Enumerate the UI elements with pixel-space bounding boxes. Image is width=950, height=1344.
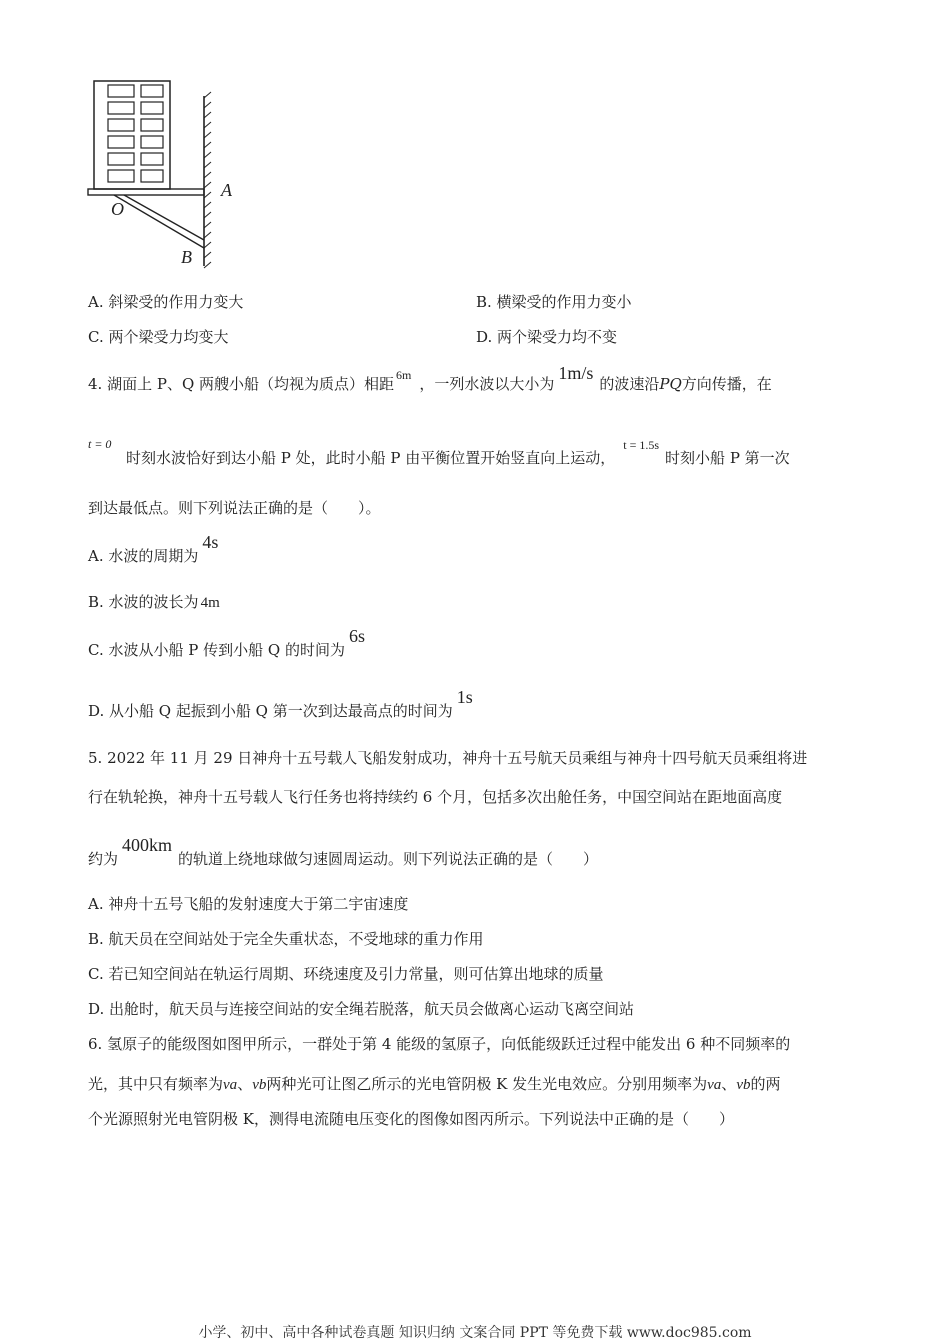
q4-option-d: D. 从小船 Q 起振到小船 Q 第一次到达最高点的时间为1s	[88, 687, 473, 720]
q5-line-2: 行在轨轮换，神舟十五号载人飞行任务也将持续约 6 个月，包括多次出舱任务，中国空间站在距地面高度	[88, 788, 783, 806]
shelf-figure	[84, 76, 244, 272]
q4-line-2: t = 0 时刻水波恰好到达小船 P 处，此时小船 P 由平衡位置开始竖直向上运动，$^{t = 1.5s}$时刻小船 P 第一次	[88, 437, 790, 467]
q5-option-c: C. 若已知空间站在轨运行周期、环绕速度及引力常量，则可估算出地球的质量	[88, 965, 604, 983]
q5-line-1: 5. 2022 年 11 月 29 日神舟十五号载人飞船发射成功，神舟十五号航天员乘组与神舟十四号航天员乘组将进	[88, 749, 808, 767]
q5-option-d: D. 出舱时，航天员与连接空间站的安全绳若脱落，航天员会做离心运动飞离空间站	[88, 1000, 635, 1018]
q3-option-c: C. 两个梁受力均变大	[88, 328, 229, 346]
q5-option-b: B. 航天员在空间站处于完全失重状态，不受地球的重力作用	[88, 930, 484, 948]
q5-option-a: A. 神舟十五号飞船的发射速度大于第二宇宙速度	[88, 895, 409, 913]
label-A: A	[221, 180, 232, 200]
q6-line-3: 个光源照射光电管阴极 K，测得电流随电压变化的图像如图丙所示。下列说法中正确的是（ ）	[88, 1110, 734, 1128]
q4-option-a: A. 水波的周期为4s	[88, 532, 219, 565]
q4-option-b: B. 水波的波长为 4m	[88, 593, 220, 611]
q3-option-a: A. 斜梁受的作用力变大	[88, 293, 244, 311]
q5-line-3: 约为400km的轨道上绕地球做匀速圆周运动。则下列说法正确的是（ ）	[88, 835, 599, 868]
page-footer: 小学、初中、高中各种试卷真题 知识归纳 文案合同 PPT 等免费下载 www.doc985.com	[198, 1325, 752, 1341]
q4-line-1: 4. 湖面上 P、Q 两艘小船（均视为质点）相距 $^{6m}$ ，一列水波以大小为1m/s的波速沿PQ方向传播，在	[88, 363, 772, 393]
label-O: O	[111, 199, 124, 219]
q4-option-c: C. 水波从小船 P 传到小船 Q 的时间为6s	[88, 626, 365, 659]
q4-line-3: 到达最低点。则下列说法正确的是（ ）。	[88, 499, 381, 517]
label-B: B	[181, 247, 192, 267]
q3-option-b: B. 横梁受的作用力变小	[476, 293, 632, 311]
q6-line-1: 6. 氢原子的能级图如图甲所示，一群处于第 4 能级的氢原子，向低能级跃迁过程中能发出 6 种不同频率的	[88, 1035, 791, 1053]
q6-line-2: 光，其中只有频率为νa、νb两种光可让图乙所示的光电管阴极 K 发生光电效应。分别用频率为νa、νb的两	[88, 1075, 781, 1093]
q3-option-d: D. 两个梁受力均不变	[476, 328, 618, 346]
